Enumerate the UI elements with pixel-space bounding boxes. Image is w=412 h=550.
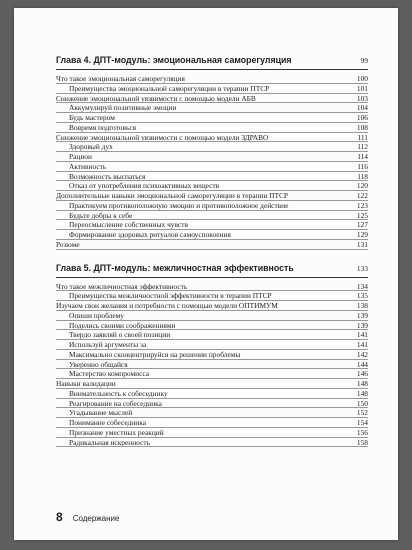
toc-entry-title: Радикальная искренность	[69, 437, 150, 447]
page-footer	[56, 510, 119, 524]
toc-entry-title: Переосмысление собственных чувств	[69, 220, 188, 230]
toc-entry-title: Аккумулируй позитивные эмоции	[69, 103, 177, 113]
toc-entry-title: Уверенно общайся	[69, 359, 128, 369]
toc-entry	[56, 379, 368, 389]
toc-entry-page: 112	[357, 142, 368, 152]
toc-entry	[56, 389, 368, 399]
toc-entry	[56, 172, 368, 182]
toc-entry-page: 148	[356, 379, 368, 388]
toc-entry-page: 103	[356, 93, 368, 103]
toc-entry-page: 101	[356, 83, 368, 93]
toc-entry	[56, 74, 368, 84]
toc-entry	[56, 181, 368, 191]
toc-entry	[56, 399, 368, 409]
toc-entry-title: Вовремя подготовься	[69, 122, 137, 132]
toc-entry	[56, 340, 368, 350]
toc-entry-title: Преимущества межличностной эффективности в терапии ПТСР	[69, 291, 272, 301]
toc-entry-page: 127	[356, 220, 368, 230]
toc-entry	[56, 113, 368, 123]
toc-entry-page: 134	[356, 281, 368, 291]
toc-entry-page: 123	[356, 200, 368, 210]
toc-entry-page: 141	[356, 340, 368, 349]
toc-entry-page: 150	[356, 398, 368, 408]
toc-entry-title: Что такое межличностная эффективность	[56, 281, 188, 291]
toc-entry-title: Активность	[69, 161, 107, 171]
toc-entry-title: Понимание собеседника	[69, 418, 146, 427]
toc-entry-title: Снижение эмоциональной уязвимости с помощью модели АБВ	[56, 93, 256, 103]
toc-entry	[56, 211, 368, 221]
toc-entry-page: 156	[356, 427, 368, 437]
toc-entry	[56, 291, 368, 301]
toc-entry-page: 152	[356, 408, 368, 418]
toc-entry	[56, 84, 368, 94]
toc-entry	[56, 230, 368, 240]
toc-entry-title: Используй аргументы за	[69, 340, 147, 349]
toc-entry	[56, 240, 368, 250]
toc-entry-page: 118	[357, 171, 368, 181]
toc-entry	[56, 438, 368, 448]
toc-entry-page: 154	[356, 418, 368, 427]
toc-entry-title: Снижение эмоциональной уязвимости с помощью модели ЗДРАВО	[56, 132, 269, 142]
chapter-title: Глава 5. ДПТ-модуль: межличностная эффективность	[56, 262, 294, 273]
toc-entry-page: 135	[356, 291, 368, 301]
toc-entry-title: Поделись своими соображениями	[69, 320, 176, 330]
toc-entry-page: 111	[357, 132, 368, 142]
toc-entry-page: 142	[356, 349, 368, 359]
toc-entry-title: Максимально сконцентрируйся на решении проблемы	[69, 349, 241, 359]
toc-entry	[56, 142, 368, 152]
toc-entry	[56, 350, 368, 360]
page-number: 8	[56, 510, 63, 524]
toc-entry	[56, 428, 368, 438]
toc-entry-title: Изучаем свои желания и потребности с помощью модели ОПТИМУМ	[56, 301, 278, 310]
toc-entry-title: Что такое эмоциональная саморегуляция	[56, 74, 185, 83]
toc-entry-page: 138	[356, 301, 368, 310]
toc-entry-title: Формирование здоровых ритуалов самоуспокоения	[69, 230, 231, 239]
toc-entry-title: Здоровый дух	[69, 142, 113, 152]
toc-entry-page: 129	[356, 230, 368, 239]
toc-entry-page: 122	[356, 191, 368, 200]
toc-entry-title: Реагирование на собеседника	[69, 398, 162, 408]
chapter-heading	[56, 54, 368, 67]
toc-entry	[56, 360, 368, 370]
toc-entry-title: Практикуем противоположную эмоцию и противоположное действие	[69, 200, 289, 210]
toc-entry	[56, 133, 368, 143]
chapter-page: 99	[360, 56, 368, 65]
chapter-heading	[56, 262, 368, 275]
toc-entry	[56, 282, 368, 292]
toc-entry	[56, 301, 368, 311]
toc-entry-page: 100	[356, 74, 368, 83]
toc-entry-title: Резюме	[56, 239, 80, 249]
toc-entry-page: 144	[356, 359, 368, 369]
toc-entry-title: Внимательность к собеседнику	[69, 388, 168, 398]
toc-entry-title: Возможность выспаться	[69, 171, 146, 181]
toc-entry-title: Отказ от употребления психоактивных веществ	[69, 181, 220, 191]
toc-entry-page: 146	[356, 369, 368, 379]
toc-entry-title: Угадывание мыслей	[69, 408, 133, 418]
toc-entry-page: 158	[356, 437, 368, 447]
toc-entry-title: Мастерство компромисса	[69, 369, 150, 379]
toc-entry	[56, 162, 368, 172]
toc-entry	[56, 201, 368, 211]
toc-entry-page: 104	[356, 103, 368, 113]
toc-entry-page: 141	[356, 330, 368, 340]
toc-entry-title: Дополнительные навыки эмоциональной саморегуляции в терапии ПТСР	[56, 191, 289, 200]
table-of-contents	[56, 54, 368, 447]
toc-entry	[56, 311, 368, 321]
chapter-title: Глава 4. ДПТ-модуль: эмоциональная саморегуляция	[56, 55, 292, 65]
toc-entry	[56, 321, 368, 331]
toc-entry-page: 148	[356, 388, 368, 398]
toc-entry-page: 106	[356, 113, 368, 122]
toc-entry	[56, 408, 368, 418]
toc-entry-page: 131	[356, 239, 368, 249]
toc-entry-page: 120	[356, 181, 368, 191]
toc-entry-title: Опиши проблему	[69, 310, 125, 320]
toc-entry	[56, 418, 368, 428]
toc-entry-page: 139	[356, 320, 368, 330]
toc-entry-page: 108	[356, 122, 368, 132]
toc-entry-page: 139	[356, 310, 368, 320]
toc-entry-title: Будьте добры к себе	[69, 210, 133, 220]
book-page	[14, 8, 398, 540]
toc-entry	[56, 103, 368, 113]
toc-entry-title: Признание уместных реакций	[69, 427, 164, 437]
toc-entry	[56, 94, 368, 104]
toc-entry	[56, 369, 368, 379]
toc-entry	[56, 152, 368, 162]
toc-entry-title: Рацион	[69, 152, 92, 161]
toc-entry-title: Твердо заявляй о своей позиции	[69, 330, 171, 340]
toc-entry	[56, 191, 368, 201]
toc-entry-page: 114	[357, 152, 368, 161]
running-footer-label: Содержание	[72, 514, 120, 523]
toc-entry-title: Навыки валидации	[56, 379, 116, 388]
toc-entry	[56, 220, 368, 230]
chapter-entries	[56, 74, 368, 250]
chapter-entries	[56, 282, 368, 448]
toc-entry	[56, 330, 368, 340]
toc-entry-page: 125	[356, 210, 368, 220]
toc-entry-page: 116	[357, 161, 368, 171]
chapter-page: 133	[356, 263, 368, 273]
toc-entry-title: Преимущества эмоциональной саморегуляции в терапии ПТСР	[69, 83, 270, 93]
toc-entry-title: Будь мастером	[69, 113, 115, 122]
toc-entry	[56, 123, 368, 133]
